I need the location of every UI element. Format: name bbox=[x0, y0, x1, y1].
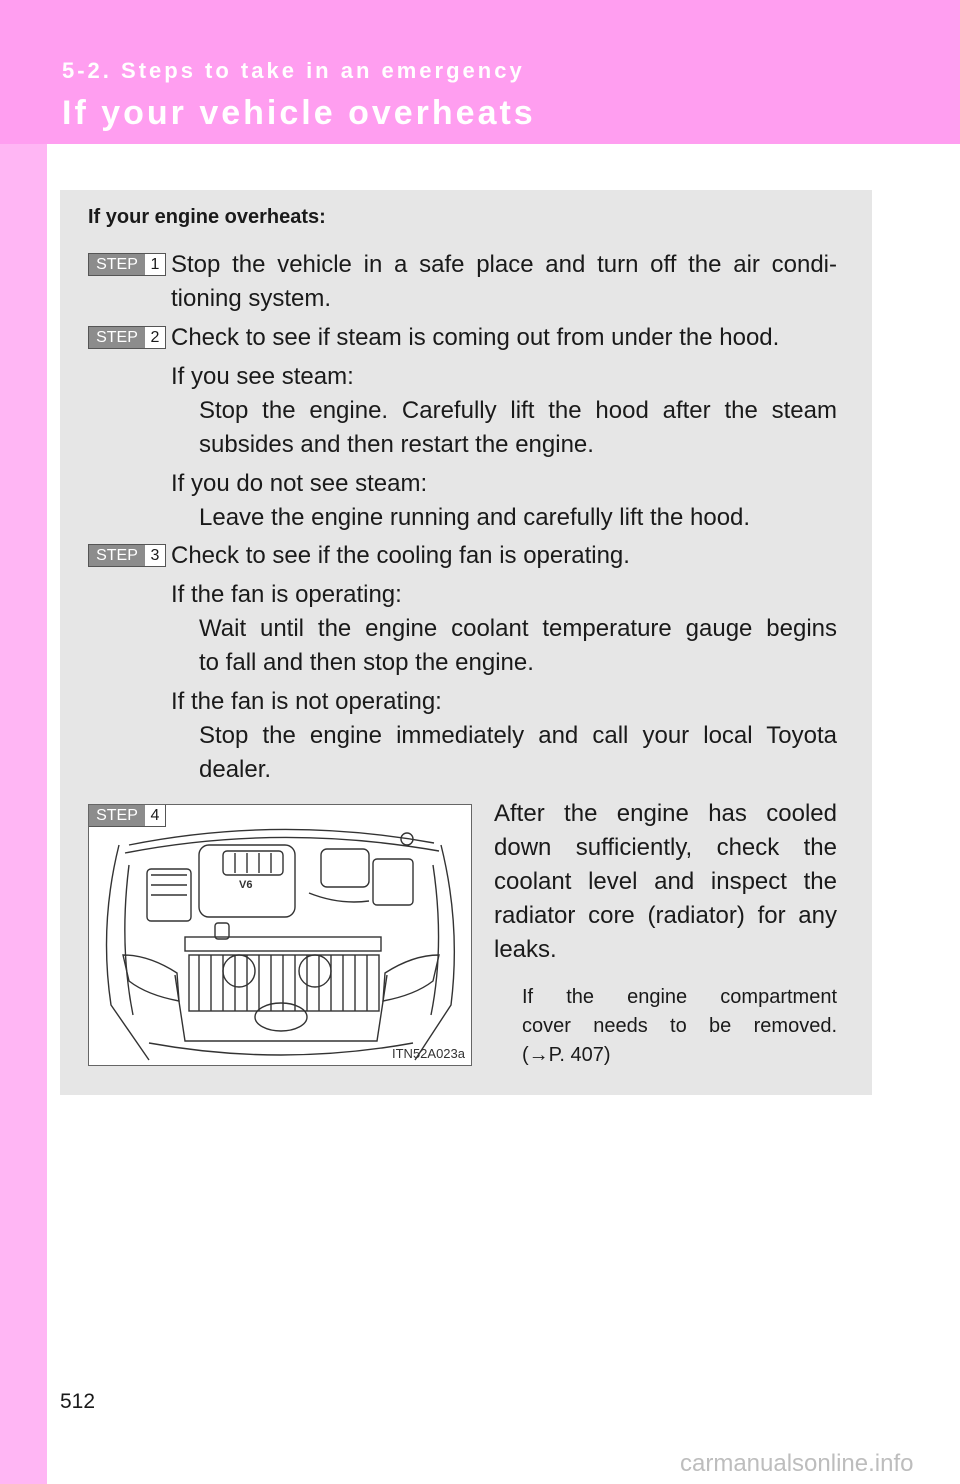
engine-bay-illustration bbox=[88, 804, 472, 1066]
step1-text-line2: tioning system. bbox=[171, 285, 332, 312]
step2-see-line1: Stop the engine. Carefully lift the hood after the steam bbox=[199, 397, 837, 424]
step-badge-word: STEP bbox=[89, 545, 145, 566]
step2-nosee-line: Leave the engine running and carefully lift the hood. bbox=[199, 504, 751, 531]
step4-line3: coolant level and inspect the bbox=[494, 868, 837, 895]
step3-op-label: If the fan is operating: bbox=[171, 581, 402, 608]
step-badge-number: 3 bbox=[145, 545, 165, 566]
step-badge-number: 2 bbox=[145, 327, 165, 348]
step-badge-number: 1 bbox=[145, 254, 165, 275]
step4-line1: After the engine has cooled bbox=[494, 800, 837, 827]
step-badge-1 bbox=[88, 253, 166, 276]
step-badge-word: STEP bbox=[89, 327, 145, 348]
watermark: carmanualsonline.info bbox=[680, 1450, 914, 1477]
step-badge-number: 4 bbox=[145, 805, 165, 826]
page-title: If your vehicle overheats bbox=[62, 94, 536, 132]
step-badge-word: STEP bbox=[89, 254, 145, 275]
step-badge-2 bbox=[88, 326, 166, 349]
step1-text-line1: Stop the vehicle in a safe place and turn off the air condi- bbox=[171, 251, 837, 278]
engine-bay-drawing bbox=[89, 805, 472, 1066]
step4-line5: leaks. bbox=[494, 936, 557, 963]
engine-badge-label: V6 bbox=[239, 879, 253, 891]
step4-line2: down sufficiently, check the bbox=[494, 834, 837, 861]
step4-line4: radiator core (radiator) for any bbox=[494, 902, 837, 929]
step3-text: Check to see if the cooling fan is operating. bbox=[171, 542, 630, 569]
step3-op-line2: to fall and then stop the engine. bbox=[199, 649, 534, 676]
box-heading: If your engine overheats: bbox=[88, 206, 326, 228]
figure-code: ITN52A023a bbox=[392, 1046, 465, 1061]
step2-see-label: If you see steam: bbox=[171, 363, 354, 390]
step3-noop-line1: Stop the engine immediately and call your local Toyota bbox=[199, 722, 837, 749]
step-badge-3 bbox=[88, 544, 166, 567]
step4-note-line1: If the engine compartment bbox=[522, 986, 837, 1008]
step4-note-line2: cover needs to be removed. bbox=[522, 1015, 837, 1037]
step-badge-4 bbox=[88, 804, 166, 827]
side-strip bbox=[0, 144, 47, 1484]
page-number: 512 bbox=[60, 1390, 96, 1413]
section-label: 5-2. Steps to take in an emergency bbox=[62, 58, 525, 83]
step2-see-line2: subsides and then restart the engine. bbox=[199, 431, 594, 458]
step4-note-page-reference[interactable]: (→P. 407) bbox=[522, 1044, 611, 1066]
step-badge-word: STEP bbox=[89, 805, 145, 826]
step3-noop-line2: dealer. bbox=[199, 756, 272, 783]
step3-noop-label: If the fan is not operating: bbox=[171, 688, 442, 715]
step3-op-line1: Wait until the engine coolant temperature gauge begins bbox=[199, 615, 837, 642]
step2-text: Check to see if steam is coming out from under the hood. bbox=[171, 324, 780, 351]
step2-nosee-label: If you do not see steam: bbox=[171, 470, 428, 497]
